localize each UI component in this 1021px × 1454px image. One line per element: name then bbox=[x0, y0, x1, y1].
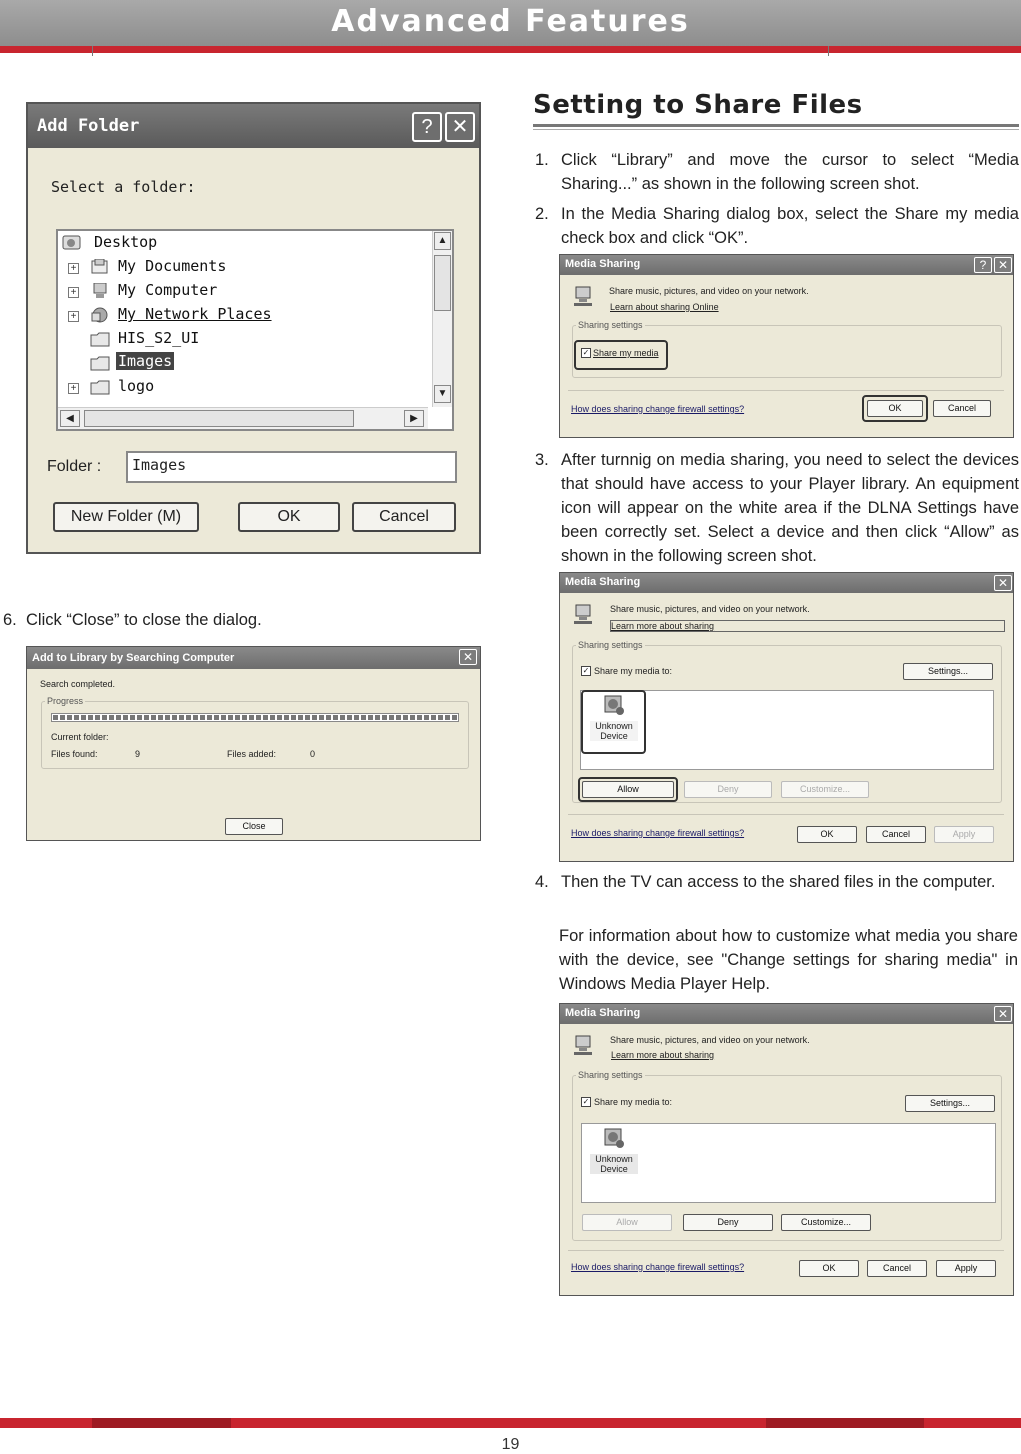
network-pc-icon bbox=[572, 1034, 594, 1056]
section-rule bbox=[533, 129, 1019, 130]
network-icon bbox=[90, 307, 110, 323]
folder-tree[interactable] bbox=[56, 229, 454, 431]
step-6: 6. Click “Close” to close the dialog. bbox=[3, 611, 262, 629]
help-icon[interactable]: ? bbox=[412, 112, 442, 142]
unknown-device-item[interactable] bbox=[590, 1126, 638, 1180]
close-icon[interactable]: ✕ bbox=[445, 112, 475, 142]
vertical-scrollbar[interactable] bbox=[432, 231, 452, 407]
page-header bbox=[0, 0, 1021, 48]
progress-fill bbox=[53, 715, 457, 720]
tree-item-images[interactable] bbox=[58, 353, 428, 375]
folder-icon bbox=[90, 355, 110, 371]
folder-icon bbox=[90, 331, 110, 347]
close-icon[interactable]: ✕ bbox=[459, 649, 477, 665]
customize-button[interactable]: Customize... bbox=[781, 1214, 871, 1231]
add-folder-title: Add Folder bbox=[37, 116, 140, 136]
close-icon[interactable]: ✕ bbox=[994, 575, 1012, 591]
settings-button[interactable]: Settings... bbox=[905, 1095, 995, 1112]
select-folder-prompt: Select a folder: bbox=[51, 178, 196, 196]
device-icon bbox=[602, 693, 626, 717]
learn-link[interactable]: Learn about sharing Online bbox=[610, 302, 719, 312]
close-button[interactable]: Close bbox=[225, 818, 283, 835]
media-sharing-dialog-1: Media Sharing ? ✕ Share music, pictures, and video on your network. Learn about sharing Online Sharing settings ✓ Share my media How does sharing change firewall settings? OK Cancel bbox=[559, 254, 1014, 438]
help-icon[interactable]: ? bbox=[974, 257, 992, 273]
cancel-button[interactable]: Cancel bbox=[866, 826, 926, 843]
expand-icon[interactable]: + bbox=[68, 311, 79, 322]
step-4: 4. Then the TV can access to the shared files in the computer. bbox=[535, 873, 996, 891]
ok-button[interactable]: OK bbox=[797, 826, 857, 843]
apply-button[interactable]: Apply bbox=[934, 826, 994, 843]
step-3: 3. After turnnig on media sharing, you need to select the devices that should have access to your Player library. An equipment icon will appear on the white area if the DLNA Settings have been correctly set. Select a device and then click “Allow” as shown in the following screen shot. bbox=[535, 451, 1019, 565]
folder-icon bbox=[90, 379, 110, 395]
device-label: Unknown Device bbox=[590, 1154, 638, 1174]
footer-bar bbox=[0, 1418, 1021, 1428]
scroll-thumb[interactable] bbox=[434, 255, 451, 311]
step-1: 1. Click “Library” and move the cursor to select “Media Sharing...” as shown in the following screen shot. bbox=[535, 151, 1019, 193]
deny-button[interactable]: Deny bbox=[684, 781, 772, 798]
expand-icon[interactable]: + bbox=[68, 383, 79, 394]
media-sharing-dialog-3: Media Sharing ✕ Share music, pictures, and video on your network. Learn more about sharing Sharing settings ✓ Share my media to: Settings... Unknown Device Allow Deny Customize... How does sharing change firewall settings? OK Cancel Apply bbox=[559, 1003, 1014, 1296]
folder-input[interactable]: Images bbox=[126, 451, 457, 483]
share-my-media-checkbox[interactable]: ✓ bbox=[582, 1097, 590, 1106]
ms2-titlebar: Media Sharing ✕ bbox=[560, 573, 1013, 593]
scroll-thumb[interactable] bbox=[84, 410, 354, 427]
tree-item-logo[interactable]: + logo bbox=[58, 377, 428, 399]
device-list[interactable] bbox=[581, 1123, 996, 1203]
tree-item-his-s2-ui[interactable]: HIS_S2_UI bbox=[58, 329, 428, 351]
section-rule bbox=[533, 124, 1019, 127]
page-number: 19 bbox=[501, 1436, 520, 1453]
network-pc-icon bbox=[572, 603, 594, 625]
header-tick bbox=[828, 46, 829, 56]
page-title: Advanced Features bbox=[331, 4, 690, 39]
library-titlebar: Add to Library by Searching Computer ✕ bbox=[27, 647, 480, 669]
step-4-note: For information about how to customize what media you share with the device, see "Change settings for sharing media" in Windows Media Player Help. bbox=[559, 927, 1018, 993]
scroll-up-icon[interactable]: ▲ bbox=[434, 232, 451, 250]
ms1-titlebar: Media Sharing ? ✕ bbox=[560, 255, 1013, 275]
scroll-left-icon[interactable]: ◀ bbox=[60, 410, 80, 427]
scroll-right-icon[interactable]: ▶ bbox=[404, 410, 424, 427]
step-2: 2. In the Media Sharing dialog box, select the Share my media check box and click “OK”. bbox=[535, 205, 1019, 247]
expand-icon[interactable]: + bbox=[68, 287, 79, 298]
documents-icon bbox=[90, 259, 110, 275]
new-folder-button[interactable]: New Folder (M) bbox=[53, 502, 199, 532]
firewall-link[interactable]: How does sharing change firewall settings? bbox=[571, 404, 745, 414]
settings-button[interactable]: Settings... bbox=[903, 663, 993, 680]
allow-button[interactable]: Allow bbox=[582, 781, 674, 798]
learn-link[interactable]: Learn more about sharing bbox=[610, 620, 1005, 632]
files-added-value: 0 bbox=[310, 749, 316, 759]
ok-button[interactable]: OK bbox=[238, 502, 340, 532]
unknown-device-item[interactable] bbox=[590, 693, 638, 747]
close-icon[interactable]: ✕ bbox=[994, 257, 1012, 273]
tree-item-my-network-places[interactable]: + My Network Places bbox=[58, 305, 428, 327]
device-icon bbox=[602, 1126, 626, 1150]
ok-button[interactable]: OK bbox=[799, 1260, 859, 1277]
section-title: Setting to Share Files bbox=[533, 90, 863, 120]
customize-button[interactable]: Customize... bbox=[781, 781, 869, 798]
scroll-down-icon[interactable]: ▼ bbox=[434, 385, 451, 403]
media-sharing-dialog-2: Media Sharing ✕ Share music, pictures, and video on your network. Learn more about sharing Sharing settings ✓ Share my media to: Settings... Unknown Device Allow Deny Customize... How does sharing change firewall settings? OK Cancel Apply bbox=[559, 572, 1014, 862]
firewall-link[interactable]: How does sharing change firewall settings? bbox=[571, 1262, 745, 1272]
header-tick bbox=[92, 46, 93, 56]
learn-link[interactable]: Learn more about sharing bbox=[611, 1050, 715, 1060]
ok-button[interactable]: OK bbox=[867, 400, 923, 417]
tree-item-my-computer[interactable]: + My Computer bbox=[58, 281, 428, 303]
tree-item-my-documents[interactable]: + My Documents bbox=[58, 257, 428, 279]
deny-button[interactable]: Deny bbox=[683, 1214, 773, 1231]
header-bar bbox=[0, 46, 1021, 53]
cancel-button[interactable]: Cancel bbox=[352, 502, 456, 532]
folder-label: Folder : bbox=[47, 458, 102, 475]
share-my-media-checkbox[interactable]: ✓ bbox=[582, 348, 590, 357]
apply-button[interactable]: Apply bbox=[936, 1260, 996, 1277]
add-folder-titlebar bbox=[28, 104, 479, 148]
tree-item-desktop[interactable]: Desktop bbox=[58, 233, 428, 255]
network-pc-icon bbox=[572, 285, 594, 307]
library-search-dialog: Add to Library by Searching Computer ✕ Search completed. Progress Current folder: Files found: 9 Files added: 0 Close bbox=[26, 646, 481, 841]
desktop-icon bbox=[62, 235, 82, 251]
allow-button[interactable]: Allow bbox=[582, 1214, 672, 1231]
device-label: Unknown Device bbox=[590, 721, 638, 741]
horizontal-scrollbar[interactable] bbox=[58, 407, 428, 429]
firewall-link[interactable]: How does sharing change firewall settings? bbox=[571, 828, 745, 838]
cancel-button[interactable]: Cancel bbox=[933, 400, 991, 417]
computer-icon bbox=[90, 283, 110, 299]
close-icon[interactable]: ✕ bbox=[994, 1006, 1012, 1022]
add-folder-dialog bbox=[26, 102, 481, 554]
selected-folder: Images bbox=[118, 352, 173, 370]
progress-bar bbox=[51, 713, 459, 722]
files-found-value: 9 bbox=[135, 749, 141, 759]
ms3-titlebar: Media Sharing ✕ bbox=[560, 1004, 1013, 1024]
share-my-media-checkbox[interactable]: ✓ bbox=[582, 666, 590, 675]
expand-icon[interactable]: + bbox=[68, 263, 79, 274]
cancel-button[interactable]: Cancel bbox=[867, 1260, 927, 1277]
